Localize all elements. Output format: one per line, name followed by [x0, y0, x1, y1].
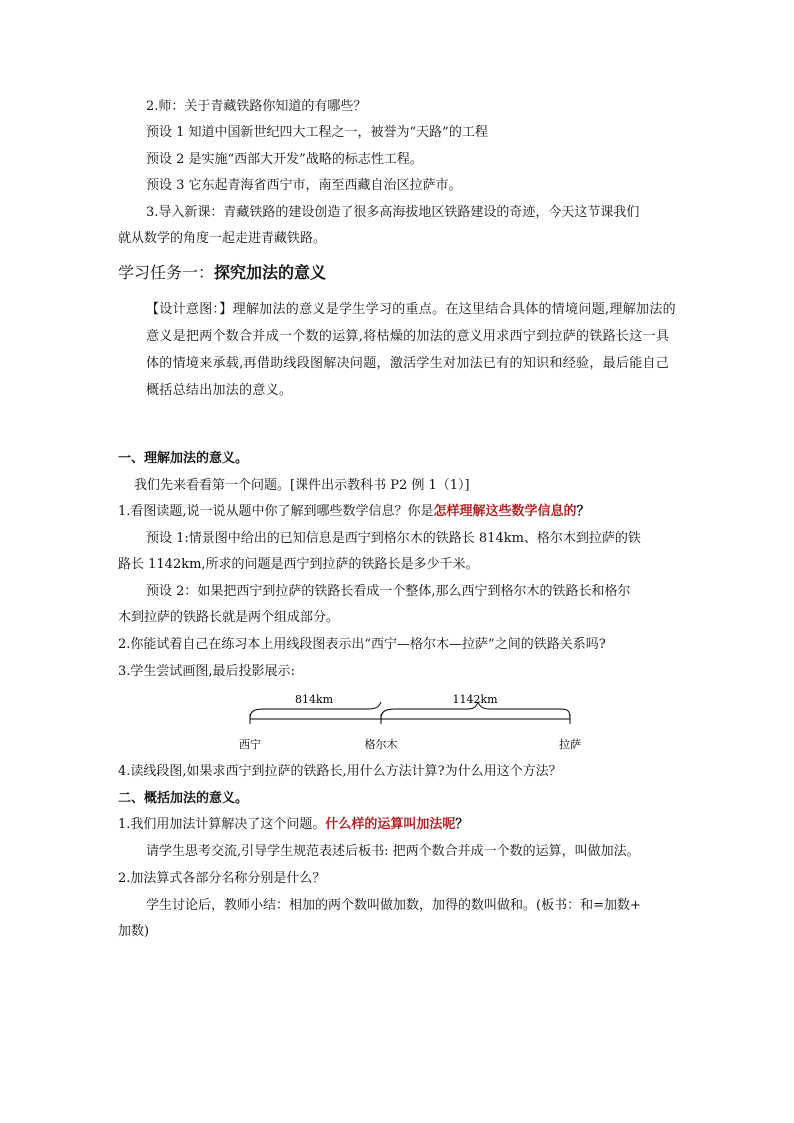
s2-q1-text: 1.我们用加法计算解决了这个问题。: [118, 817, 326, 832]
q1-text: 1.看图读题,说一说从题中你了解到哪些数学信息？你是: [118, 504, 434, 519]
preset-2-line1: 预设 2：如果把西宁到拉萨的铁路长看成一个整体,那么西宁到格尔木的铁路长和格尔: [146, 584, 631, 599]
design-intent-text: 【设计意图：】理解加法的意义是学生学习的重点。在这里结合具体的情境问题,理解加法的意义是把两个数合并成一个数的运算,将枯燥的加法的意义用求西宁到拉萨的铁路长这一具体的情境来承载,再借助线段图解决问题，激活学生对加法已有的知识和经验，最后能自己概括总结出加法的意义。: [146, 302, 676, 398]
question-3-line1: 3.导入新课：青藏铁路的建设创造了很多高海拔地区铁路建设的奇迹，今天这节课我们: [146, 205, 640, 220]
summary-line1: 学生讨论后，教师小结：相加的两个数叫做加数，加得的数叫做和。(板书：和=加数+: [146, 898, 641, 913]
q1-mark: ？: [576, 504, 590, 519]
section-2-q1: [118, 815, 678, 835]
point-label-xining: 西宁: [239, 738, 261, 751]
section-2-answer: 请学生思考交流,引导学生规范表述后板书: 把两个数合并成一个数的运算，叫做加法。: [146, 844, 640, 859]
line-segment-diagram: [230, 688, 600, 758]
section-1-lead: 我们先来看看第一个问题。[课件出示教科书 P2 例 1（1）]: [134, 478, 470, 493]
task-prefix: 学习任务一：: [118, 263, 215, 282]
s2-q1-highlight: 什么样的运算叫加法呢: [325, 817, 456, 832]
segment-label-2: 1142km: [452, 693, 498, 706]
section-1-q2: 2.你能试着自己在练习本上用线段图表示出“西宁—格尔木—拉萨”之间的铁路关系吗?: [118, 637, 606, 652]
point-label-golmud: 格尔木: [364, 738, 398, 751]
point-label-lhasa: 拉萨: [559, 738, 581, 751]
design-intent: [118, 296, 678, 404]
preset-1-line2: 路长 1142km,所求的问题是西宁到拉萨的铁路长是多少千米。: [118, 557, 479, 572]
s2-q1-mark: ？: [455, 817, 469, 832]
question-3-line2: 就从数学的角度一起走进青藏铁路。: [118, 231, 327, 246]
preset-2-line2: 木到拉萨的铁路长就是两个组成部分。: [118, 610, 340, 625]
summary-line2: 加数): [118, 924, 150, 939]
task-heading: [118, 262, 326, 284]
preset-1-line1: 预设 1:情景图中给出的已知信息是西宁到格尔木的铁路长 814km、格尔木到拉萨的铁: [146, 531, 641, 546]
preset-2: 预设 2 是实施“西部大开发”战略的标志性工程。: [146, 152, 423, 167]
preset-3: 预设 3 它东起青海省西宁市，南至西藏自治区拉萨市。: [146, 178, 462, 193]
section-1-q1: [118, 502, 678, 522]
section-2-heading: 二、概括加法的意义。: [118, 791, 249, 806]
q1-highlight: 怎样理解这些数学信息的: [433, 504, 577, 519]
section-1-heading: 一、理解加法的意义。: [118, 451, 249, 466]
task-title: 探究加法的意义: [214, 263, 327, 282]
section-1-q3: 3.学生尝试画图,最后投影展示:: [118, 664, 295, 679]
section-2-q2: 2.加法算式各部分名称分别是什么？: [118, 871, 326, 886]
segment-label-1: 814km: [294, 693, 334, 706]
section-1-q4: 4.读线段图,如果求西宁到拉萨的铁路长,用什么方法计算?为什么用这个方法？: [118, 764, 562, 779]
preset-1: 预设 1 知道中国新世纪四大工程之一，被誉为“天路”的工程: [146, 125, 488, 140]
question-2: 2.师：关于青藏铁路你知道的有哪些？: [146, 99, 367, 114]
